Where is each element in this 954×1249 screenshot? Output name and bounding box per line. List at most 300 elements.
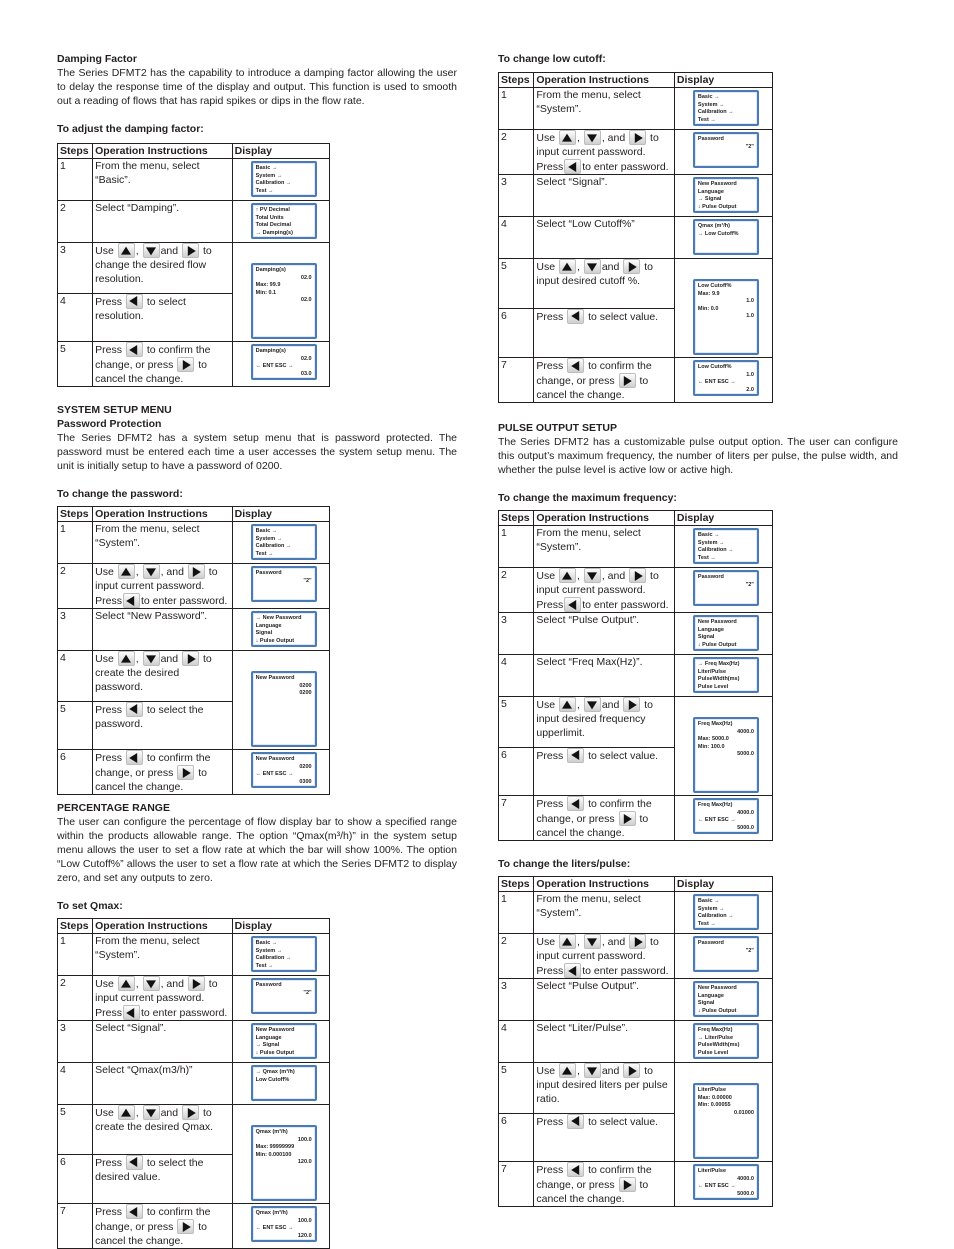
lcd-line: 1.0 xyxy=(746,298,754,304)
pulse-paragraph: The Series DFMT2 has a customizable pulse output option. The user can configure this output’s maximum frequency, the number of liters per pulse, the pulse width, and whether the pulse level is active low or active high. xyxy=(498,436,898,476)
lcd-screen xyxy=(251,1065,317,1101)
lcd-line: Test → xyxy=(697,554,716,561)
lcd-line: Password xyxy=(697,136,724,142)
percentage-paragraph: The user can configure the percentage of flow display bar to show a specified range within the products allowable range. The option “Qmax(m³/h)” in the system setup menu allows the user to set a flow rate at which the bar will show 100%. The option “Low Cutoff%” allows the user to set a flow rate at which the Series DFMT2 to display zero, and set any outputs to zero. xyxy=(57,816,457,884)
instruction-text: Press xyxy=(95,703,122,716)
qmax-subheading: To set Qmax: xyxy=(57,900,123,912)
lcd-line: Basic → xyxy=(255,165,278,171)
lcd-screen xyxy=(251,1125,317,1201)
step-number: 2 xyxy=(58,564,93,609)
left-arrow-key-icon xyxy=(564,963,581,978)
qmax-table xyxy=(57,918,330,1249)
left-arrow-key-icon xyxy=(126,342,143,357)
instruction-text: , and xyxy=(601,132,626,144)
instruction-text: Use xyxy=(536,699,556,711)
left-arrow-key-icon xyxy=(123,1005,140,1020)
lcd-line: 0.01000 xyxy=(734,1109,754,1116)
lcd-line: New Password xyxy=(255,1027,295,1033)
display-cell xyxy=(674,979,772,1021)
step-number: 2 xyxy=(499,130,534,175)
display-cell xyxy=(232,1204,329,1249)
display-cell xyxy=(674,526,772,568)
instruction-text: Use xyxy=(536,570,556,582)
left-arrow-key-icon xyxy=(126,1204,143,1219)
lcd-line: Qmax (m³/h) xyxy=(255,1129,288,1135)
table-row xyxy=(499,796,773,841)
lcd-line: Min: 100.0 xyxy=(697,743,725,750)
lcd-line: Max: 0.00000 xyxy=(697,1094,732,1101)
lcd-line: 120.0 xyxy=(297,1232,312,1239)
instruction-cell xyxy=(93,1204,233,1249)
instruction-text: to create the desired Qmax. xyxy=(95,1107,214,1133)
display-cell xyxy=(674,259,772,358)
instruction-text: , xyxy=(576,936,580,948)
display-cell xyxy=(674,1063,772,1162)
instruction-cell xyxy=(534,613,675,655)
instruction-cell xyxy=(534,1021,675,1063)
system-heading: SYSTEM SETUP MENU xyxy=(57,404,172,416)
lcd-screen xyxy=(251,752,317,788)
instruction-text: Select “Signal”. xyxy=(536,176,608,188)
lcd-line: → Signal xyxy=(255,1042,280,1048)
lcd-screen xyxy=(251,978,317,1014)
lcd-line: Language xyxy=(255,1034,282,1041)
instruction-text: and xyxy=(160,245,179,257)
lcd-line: → Freq Max(Hz) xyxy=(697,661,740,667)
up-arrow-key-icon xyxy=(559,130,576,145)
lcd-screen xyxy=(693,1083,759,1159)
instruction-text: , and xyxy=(601,570,626,582)
table-row xyxy=(499,655,773,697)
lcd-line: Calibration → xyxy=(255,955,292,961)
password-table xyxy=(57,506,330,795)
instruction-text: , xyxy=(576,1065,580,1077)
instruction-cell xyxy=(93,342,233,387)
instruction-text: , xyxy=(135,1107,139,1119)
instruction-cell xyxy=(93,564,233,609)
instruction-cell xyxy=(534,217,675,259)
table-row xyxy=(499,892,773,934)
instruction-text: Press xyxy=(536,1164,564,1176)
left-arrow-key-icon xyxy=(126,750,143,765)
lcd-screen xyxy=(251,524,317,560)
instruction-text: Select “New Password”. xyxy=(95,610,208,622)
instruction-text: to confirm the change, or press xyxy=(95,752,211,779)
instruction-text: and xyxy=(160,653,179,665)
table-header-cell: Display xyxy=(232,144,329,159)
instruction-cell xyxy=(534,934,675,979)
lcd-line: ← ENT ESC → xyxy=(697,379,736,385)
lcd-line: → Damping(s) xyxy=(255,229,293,236)
instruction-cell xyxy=(534,796,675,841)
lcd-line: ↓ Pulse Output xyxy=(697,203,737,210)
instruction-text: Press xyxy=(95,1007,122,1019)
lcd-screen xyxy=(693,1164,759,1200)
table-row xyxy=(499,526,773,568)
display-cell xyxy=(674,175,772,217)
lcd-line: Freq Max(Hz) xyxy=(697,802,733,808)
lcd-line: System → xyxy=(255,947,283,954)
lcd-line: 4000.0 xyxy=(737,809,754,816)
lcd-line: Password xyxy=(697,940,724,946)
lcd-screen xyxy=(693,219,759,255)
lcd-line: 0200 xyxy=(299,690,312,696)
instruction-text: to cancel the change. xyxy=(95,359,207,385)
instruction-text: Press xyxy=(536,310,564,323)
table-row xyxy=(58,159,330,201)
lcd-line: ↓ Pulse Output xyxy=(255,1049,295,1056)
lcd-line: Total Units xyxy=(255,214,284,221)
instruction-text: Select “Pulse Output”. xyxy=(536,614,640,626)
lcd-line: Test → xyxy=(697,920,716,927)
instruction-cell xyxy=(93,243,233,294)
lcd-line: System → xyxy=(697,905,725,912)
instruction-text: to select value. xyxy=(588,310,659,323)
lcd-line: Max: 99.9 xyxy=(255,282,281,288)
step-number: 4 xyxy=(58,293,93,341)
instruction-text: , and xyxy=(601,936,626,948)
lcd-line: Liter/Pulse xyxy=(697,668,727,675)
table-row xyxy=(499,697,773,748)
right-arrow-key-icon xyxy=(188,564,205,579)
freqmax-subheading: To change the maximum frequency: xyxy=(498,492,677,504)
display-cell xyxy=(232,1021,329,1063)
lcd-screen xyxy=(251,566,317,602)
lcd-screen xyxy=(251,1023,317,1059)
instruction-text: Press xyxy=(536,798,564,810)
lcd-line: "2" xyxy=(303,577,312,584)
password-heading: Password Protection xyxy=(57,418,162,430)
display-cell xyxy=(232,201,329,243)
lcd-line: ↓ Pulse Output xyxy=(255,637,295,644)
step-number: 4 xyxy=(499,1021,534,1063)
table-header-cell: Steps xyxy=(58,144,93,159)
down-arrow-key-icon xyxy=(584,259,601,274)
table-header-cell: Display xyxy=(674,511,772,526)
table-header-cell: Display xyxy=(232,507,329,522)
up-arrow-key-icon xyxy=(118,564,135,579)
lcd-line: Test → xyxy=(697,116,716,123)
up-arrow-key-icon xyxy=(559,697,576,712)
lcd-screen xyxy=(693,360,759,396)
right-arrow-key-icon xyxy=(188,976,205,991)
table-row xyxy=(499,1063,773,1114)
down-arrow-key-icon xyxy=(584,568,601,583)
step-number: 2 xyxy=(499,568,534,613)
instruction-text: to cancel the change. xyxy=(536,375,649,401)
table-header-cell: Operation Instructions xyxy=(93,507,233,522)
display-cell xyxy=(674,130,772,175)
right-arrow-key-icon xyxy=(177,1219,194,1234)
instruction-text: Select “Signal”. xyxy=(95,1022,167,1034)
step-number: 1 xyxy=(499,526,534,568)
right-arrow-key-icon xyxy=(619,811,636,826)
instruction-text: to cancel the change. xyxy=(95,767,207,793)
right-arrow-key-icon xyxy=(177,765,194,780)
instruction-text: Press xyxy=(95,752,122,764)
instruction-cell xyxy=(534,88,675,130)
table-row xyxy=(58,342,330,387)
down-arrow-key-icon xyxy=(584,934,601,949)
lcd-screen xyxy=(251,263,317,339)
instruction-text: , and xyxy=(160,566,184,578)
lcd-line: Signal xyxy=(697,1000,715,1006)
instruction-text: to create the desired password. xyxy=(95,653,212,693)
table-header-cell: Steps xyxy=(499,511,534,526)
lcd-line: New Password xyxy=(697,181,737,187)
lcd-line: 100.0 xyxy=(297,1136,312,1143)
instruction-text: Select “Damping”. xyxy=(95,202,180,214)
step-number: 2 xyxy=(58,976,93,1021)
left-arrow-key-icon xyxy=(567,796,584,811)
instruction-text: Select “Liter/Pulse”. xyxy=(536,1022,628,1034)
lcd-line: ↓ Pulse Output xyxy=(697,641,737,648)
instruction-cell xyxy=(93,651,233,702)
instruction-text: Select “Freq Max(Hz)”. xyxy=(536,656,643,668)
lcd-screen xyxy=(251,161,317,197)
instruction-text: Use xyxy=(95,245,114,257)
step-number: 3 xyxy=(499,613,534,655)
table-row xyxy=(58,1063,330,1105)
step-number: 3 xyxy=(58,1021,93,1063)
lcd-line: Freq Max(Hz) xyxy=(697,721,733,727)
up-arrow-key-icon xyxy=(118,976,135,991)
lcd-line: System → xyxy=(255,535,283,542)
display-cell xyxy=(674,655,772,697)
lcd-line: 5000.0 xyxy=(737,824,754,831)
lcd-line: Calibration → xyxy=(697,547,734,553)
damping-table xyxy=(57,143,330,387)
step-number: 6 xyxy=(499,1113,534,1161)
lcd-line: Min: 0.1 xyxy=(255,289,277,296)
step-number: 1 xyxy=(58,159,93,201)
instruction-text: Press xyxy=(536,161,564,173)
table-header-cell: Operation Instructions xyxy=(93,919,233,934)
left-column xyxy=(57,52,457,1249)
lcd-line: Basic → xyxy=(255,940,278,946)
instruction-cell xyxy=(534,1162,675,1207)
instruction-cell xyxy=(93,976,233,1021)
lcd-screen xyxy=(251,344,317,380)
lcd-screen xyxy=(693,936,759,972)
lcd-line: New Password xyxy=(697,985,737,991)
instruction-text: to confirm the change, or press xyxy=(536,1164,652,1191)
table-header-cell: Steps xyxy=(499,877,534,892)
lcd-line: Calibration → xyxy=(255,543,292,549)
table-row xyxy=(499,1021,773,1063)
lcd-line: Calibration → xyxy=(697,913,734,919)
lcd-line: → Liter/Pulse xyxy=(697,1034,734,1041)
step-number: 4 xyxy=(58,1063,93,1105)
instruction-cell xyxy=(93,609,233,651)
right-arrow-key-icon xyxy=(629,934,646,949)
instruction-text: to enter password. xyxy=(582,161,669,173)
lcd-screen xyxy=(693,177,759,213)
lcd-line: Signal xyxy=(255,630,273,636)
left-arrow-key-icon xyxy=(567,358,584,373)
lcd-line: "2" xyxy=(745,581,754,588)
instruction-text: , xyxy=(576,261,580,273)
lcd-screen xyxy=(693,570,759,606)
lcd-line: 4000.0 xyxy=(737,728,754,735)
lcd-screen xyxy=(693,90,759,126)
display-cell xyxy=(674,358,772,403)
instruction-cell xyxy=(93,201,233,243)
step-number: 3 xyxy=(499,979,534,1021)
lcd-line: Qmax (m³/h) xyxy=(255,1210,288,1216)
pulse-heading: PULSE OUTPUT SETUP xyxy=(498,422,618,434)
table-row xyxy=(499,217,773,259)
step-number: 1 xyxy=(58,522,93,564)
lcd-screen xyxy=(693,894,759,930)
lcd-screen xyxy=(693,981,759,1017)
instruction-text: to input current password. xyxy=(95,978,218,1004)
lcd-screen xyxy=(693,717,759,793)
lcd-screen xyxy=(693,657,759,693)
lowcutoff-table xyxy=(498,72,773,403)
lcd-line: Test → xyxy=(255,187,274,194)
lcd-line: Password xyxy=(255,982,282,988)
step-number: 2 xyxy=(58,201,93,243)
liters-table xyxy=(498,876,773,1207)
lcd-line: Basic → xyxy=(255,528,278,534)
lcd-line: Damping(s) xyxy=(255,267,286,273)
step-number: 6 xyxy=(58,750,93,795)
right-arrow-key-icon xyxy=(623,1063,640,1078)
lcd-screen xyxy=(251,936,317,972)
table-row xyxy=(499,358,773,403)
left-arrow-key-icon xyxy=(567,1162,584,1177)
instruction-cell xyxy=(534,979,675,1021)
up-arrow-key-icon xyxy=(118,243,135,258)
instruction-cell xyxy=(534,697,675,748)
step-number: 3 xyxy=(499,175,534,217)
right-arrow-key-icon xyxy=(629,130,646,145)
lcd-line: ↑ PV Decimal xyxy=(255,207,290,213)
up-arrow-key-icon xyxy=(559,259,576,274)
lcd-line: ← ENT ESC → xyxy=(255,1225,294,1231)
lcd-line: 02.0 xyxy=(300,297,312,303)
instruction-text: From the menu, select “System”. xyxy=(536,89,641,115)
instruction-text: , xyxy=(135,245,139,257)
table-row xyxy=(58,1021,330,1063)
lcd-screen xyxy=(693,132,759,168)
display-cell xyxy=(232,342,329,387)
instruction-cell xyxy=(534,308,675,358)
lcd-screen xyxy=(251,611,317,647)
lcd-line: Freq Max(Hz) xyxy=(697,1027,733,1033)
table-row xyxy=(58,1204,330,1249)
instruction-text: Use xyxy=(95,653,114,665)
lcd-screen xyxy=(693,615,759,651)
up-arrow-key-icon xyxy=(559,934,576,949)
table-row xyxy=(58,243,330,294)
lcd-line: Password xyxy=(255,570,282,576)
damping-paragraph: The Series DFMT2 has the capability to introduce a damping factor allowing the user to delay the response time of the display and output. This function is used to smooth out a reading of flows that has rapid spikes or dips in the flow rate. xyxy=(57,67,457,107)
instruction-text: From the menu, select “System”. xyxy=(95,935,200,961)
right-arrow-key-icon xyxy=(182,1105,199,1120)
lcd-line: Basic → xyxy=(697,898,720,904)
instruction-text: , xyxy=(576,132,580,144)
instruction-text: Press xyxy=(95,344,122,356)
step-number: 7 xyxy=(58,1204,93,1249)
lcd-screen xyxy=(251,1206,317,1242)
lcd-screen xyxy=(251,203,317,239)
table-header-cell: Operation Instructions xyxy=(93,144,233,159)
instruction-cell xyxy=(534,1113,675,1161)
lcd-line: Total Decimal xyxy=(255,222,291,228)
instruction-cell xyxy=(534,568,675,613)
step-number: 6 xyxy=(499,308,534,358)
instruction-text: to input desired cutoff %. xyxy=(536,261,653,287)
right-arrow-key-icon xyxy=(623,697,640,712)
lcd-line: New Password xyxy=(697,619,737,625)
lcd-line: 02.0 xyxy=(300,355,312,362)
instruction-cell xyxy=(93,159,233,201)
instruction-cell xyxy=(534,655,675,697)
lcd-line: → Low Cutoff% xyxy=(697,230,739,237)
lcd-line: "2" xyxy=(303,989,312,996)
lcd-line: Language xyxy=(697,188,724,195)
lcd-line: Test → xyxy=(255,550,274,557)
lcd-line: 5000.0 xyxy=(737,751,754,757)
step-number: 5 xyxy=(58,342,93,387)
instruction-text: to select the desired value. xyxy=(95,1156,204,1183)
step-number: 3 xyxy=(58,243,93,294)
display-cell xyxy=(674,88,772,130)
lcd-line: 1.0 xyxy=(746,371,754,378)
instruction-text: From the menu, select “System”. xyxy=(536,527,641,553)
step-number: 6 xyxy=(499,747,534,795)
lcd-line: Liter/Pulse xyxy=(697,1168,727,1174)
instruction-text: to cancel the change. xyxy=(536,813,649,839)
step-number: 1 xyxy=(499,88,534,130)
instruction-text: to enter password. xyxy=(140,1007,228,1019)
instruction-text: and xyxy=(601,1065,620,1077)
instruction-text: Use xyxy=(536,132,556,144)
display-cell xyxy=(232,159,329,201)
lcd-line: Basic → xyxy=(697,94,720,100)
table-row xyxy=(499,979,773,1021)
table-row xyxy=(58,522,330,564)
instruction-cell xyxy=(534,358,675,403)
right-arrow-key-icon xyxy=(623,259,640,274)
up-arrow-key-icon xyxy=(559,1063,576,1078)
step-number: 4 xyxy=(499,217,534,259)
lcd-line: 03.0 xyxy=(300,370,312,377)
lcd-line: Pulse Level xyxy=(697,683,729,690)
instruction-text: Press xyxy=(536,360,564,372)
lcd-screen xyxy=(693,1023,759,1059)
display-cell xyxy=(674,934,772,979)
instruction-text: to enter password. xyxy=(582,599,669,611)
lcd-line: ← ENT ESC → xyxy=(255,363,294,369)
table-row xyxy=(58,201,330,243)
instruction-text: to input current password. xyxy=(536,570,659,596)
instruction-cell xyxy=(93,750,233,795)
up-arrow-key-icon xyxy=(559,568,576,583)
table-row xyxy=(499,259,773,309)
instruction-text: Press xyxy=(95,1206,122,1218)
table-row xyxy=(58,750,330,795)
right-column xyxy=(498,52,898,1207)
lcd-line: ← ENT ESC → xyxy=(697,817,736,823)
instruction-cell xyxy=(93,1021,233,1063)
display-cell xyxy=(232,976,329,1021)
instruction-text: to confirm the change, or press xyxy=(536,360,652,387)
percentage-heading: PERCENTAGE RANGE xyxy=(57,802,170,814)
lcd-line: "2" xyxy=(745,143,754,150)
